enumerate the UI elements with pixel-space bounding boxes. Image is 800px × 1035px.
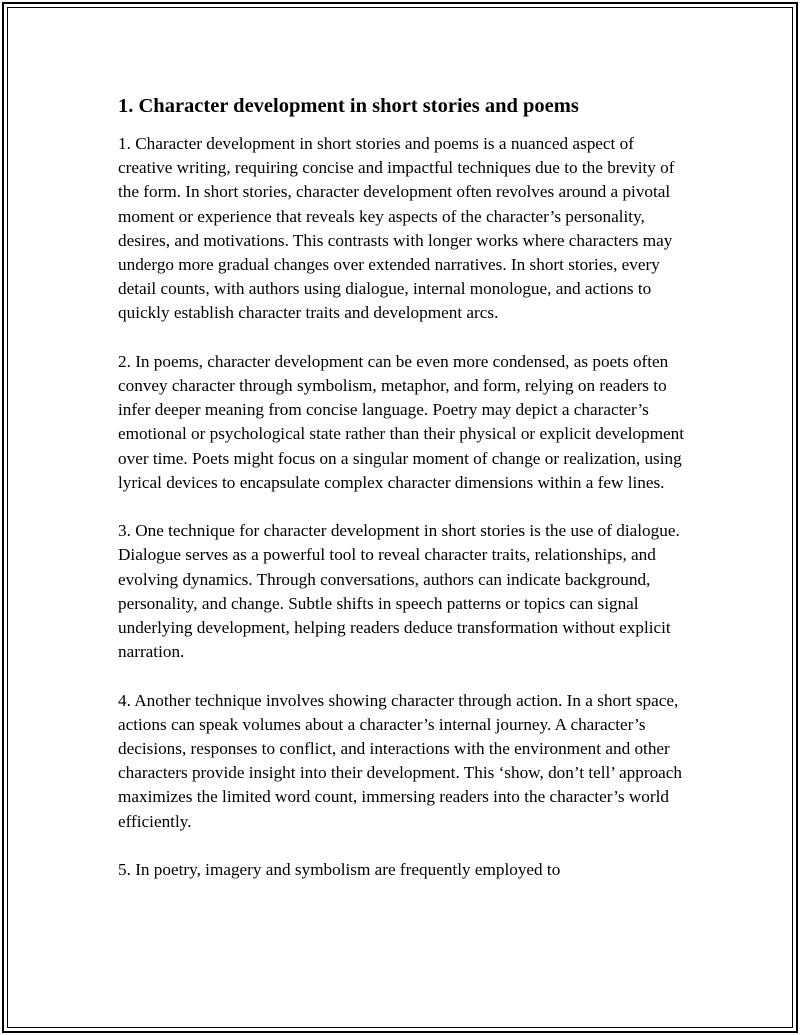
document-body xyxy=(118,92,690,882)
paragraph-5: 5. In poetry, imagery and symbolism are frequently employed to xyxy=(118,860,561,880)
section-heading: 1. Character development in short stories and poems xyxy=(118,95,579,117)
paragraph-2: 2. In poems, character development can be even more condensed, as poets often convey character through symbolism, metaphor, and form, relying on readers to infer deeper meaning from concise language. Poetry may depict a character’s emotional or psychological state rather than their physical or explicit development over time. Poets might focus on a singular moment of change or realization, using lyrical devices to encapsulate complex character dimensions within a few lines. xyxy=(118,351,685,492)
paragraph-3: 3. One technique for character development in short stories is the use of dialogue. Dialogue serves as a powerful tool to reveal character traits, relationships, and evolving dynamics. Through conversations, authors can indicate background, personality, and change. Subtle shifts in speech patterns or topics can signal underlying development, helping readers deduce transformation without explicit narration. xyxy=(118,521,680,662)
paragraph-1: 1. Character development in short stories and poems is a nuanced aspect of creative writing, requiring concise and impactful techniques due to the brevity of the form. In short stories, character development often revolves around a pivotal moment or experience that reveals key aspects of the character’s personality, desires, and motivations. This contrasts with longer works where characters may undergo more gradual changes over extended narratives. In short stories, every detail counts, with authors using dialogue, internal monologue, and actions to quickly establish character traits and development arcs. xyxy=(118,134,675,323)
paragraph-4: 4. Another technique involves showing character through action. In a short space, actions can speak volumes about a character’s internal journey. A character’s decisions, responses to conflict, and interactions with the environment and other characters provide insight into their development. This ‘show, don’t tell’ approach maximizes the limited word count, immersing readers into the character’s world efficiently. xyxy=(118,690,683,831)
